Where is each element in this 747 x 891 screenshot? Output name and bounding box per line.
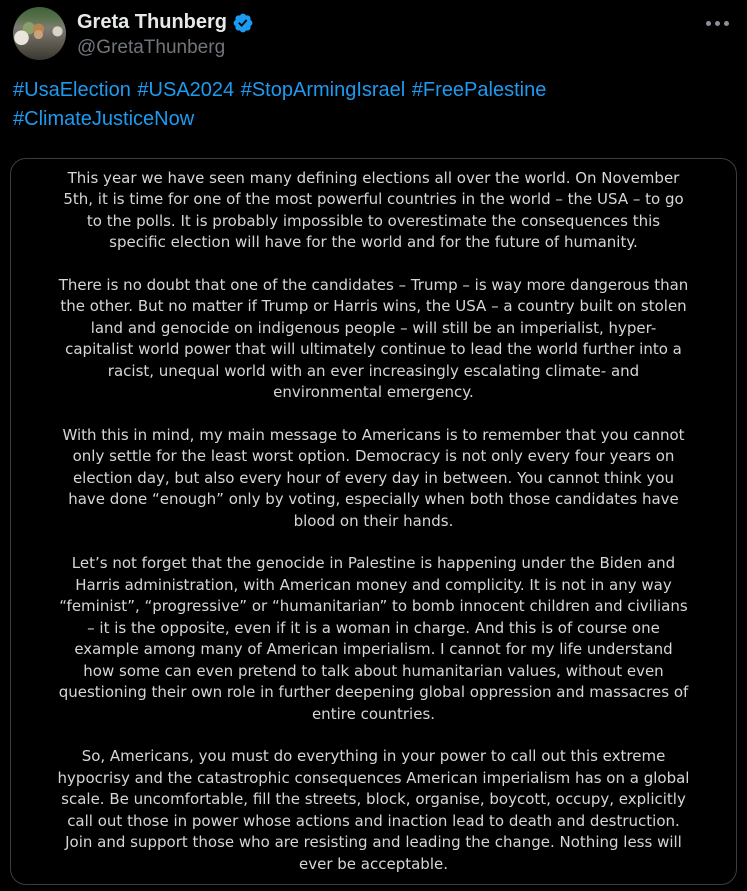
hashtag-link[interactable]: #StopArmingIsrael xyxy=(240,79,406,101)
image-paragraph: With this in mind, my main message to Americans is to remember that you cannot only settle for the least worst option. Democracy is not only every four years on election day, but also every hour of every day in between. You cannot think you have done “enough” only by voting, especially when both those candidates have blood on their hands. xyxy=(62,425,685,530)
more-ellipsis-icon xyxy=(706,21,729,26)
tweet-header xyxy=(0,0,747,60)
hashtag-link[interactable]: #UsaElection xyxy=(13,79,131,101)
more-button[interactable] xyxy=(702,17,733,30)
author-name-row[interactable] xyxy=(77,10,254,35)
verified-badge-icon xyxy=(232,12,254,34)
hashtag-link[interactable]: #USA2024 xyxy=(137,79,235,101)
hashtag-link[interactable]: #FreePalestine xyxy=(411,79,547,101)
image-paragraph: So, Americans, you must do everything in your power to call out this extreme hypocrisy and the catastrophic consequences American imperialism has on a global scale. Be uncomfortable, fill the streets, block, organise, boycott, occupy, explicitly call out those in power whose actions and inaction lead to death and destruction. Join and support those who are resisting and leading the change. Nothing less will ever be acceptable. xyxy=(57,747,690,873)
author-block xyxy=(77,7,254,60)
image-paragraph: Let’s not forget that the genocide in Palestine is happening under the Biden and Harris administration, with American money and complicity. It is not in any way “feminist”, “progressive” or “humanitarian” to bomb innocent children and civilians – it is the opposite, even if it is a woman in charge. And this is of course one example among many of American imperialism. I cannot for my life understand how some can even pretend to talk about humanitarian values, without even questioning their own role in further deepening global oppression and massacres of entire countries. xyxy=(58,554,689,723)
display-name[interactable]: Greta Thunberg xyxy=(77,11,228,33)
image-paragraph: This year we have seen many defining elections all over the world. On November 5th, it is time for one of the most powerful countries in the world – the USA – to go to the polls. It is probably impossible to overestimate the consequences this specific election will have for the world and for the future of humanity. xyxy=(63,168,684,252)
avatar[interactable] xyxy=(13,7,66,60)
user-handle[interactable]: @GretaThunberg xyxy=(77,37,226,58)
embedded-image-card[interactable] xyxy=(10,158,737,885)
tweet-text xyxy=(13,76,733,134)
hashtag-link[interactable]: #ClimateJusticeNow xyxy=(13,108,195,130)
image-paragraph: There is no doubt that one of the candidates – Trump – is way more dangerous than the other. But no matter if Trump or Harris wins, the USA – a country built on stolen land and genocide on indigenous people – will still be an imperialist, hyper-capitalist world power that will ultimately continue to lead the world further into a racist, unequal world with an ever increasingly escalating climate- and environmental emergency. xyxy=(58,275,689,402)
